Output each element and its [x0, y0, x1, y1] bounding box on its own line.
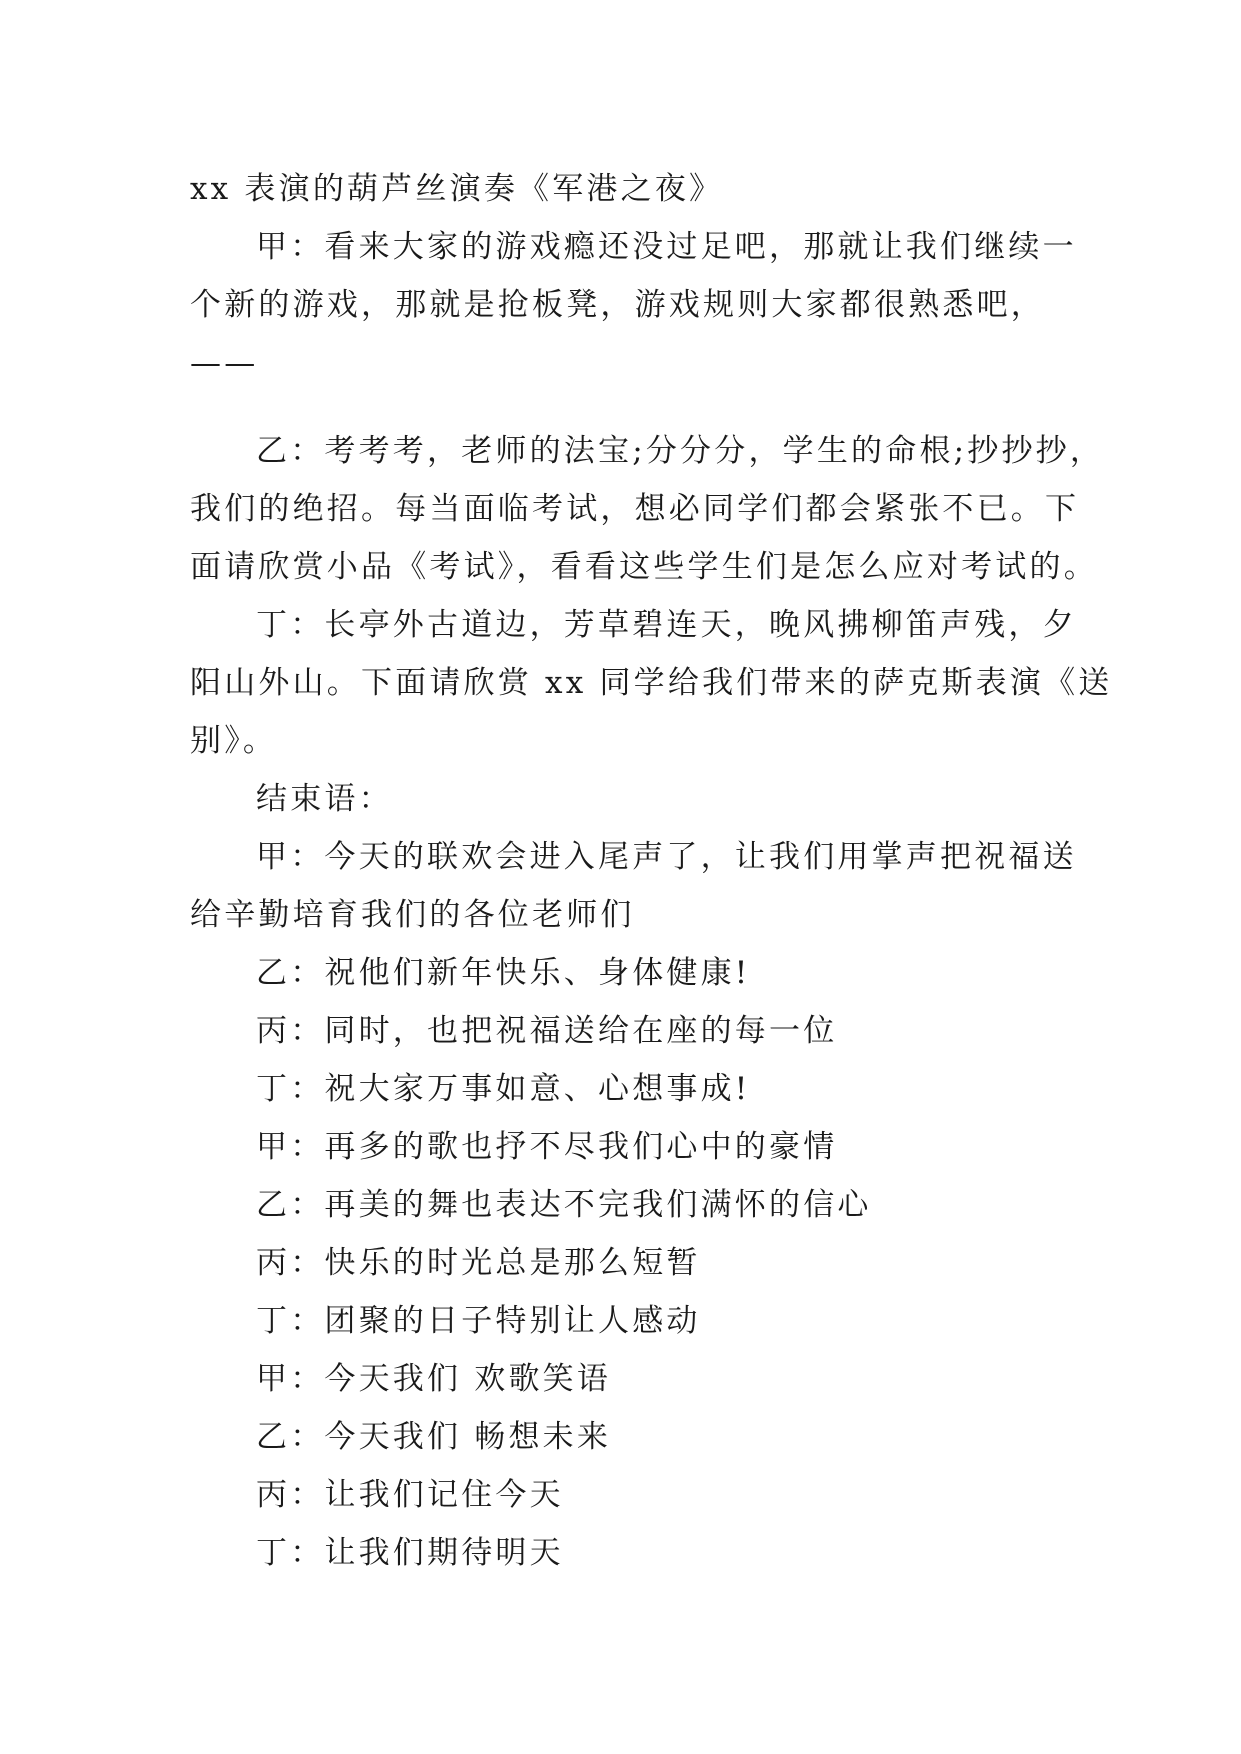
spacer: [190, 392, 1060, 422]
paragraph-line: 我们的绝招。每当面临考试，想必同学们都会紧张不已。下: [190, 491, 1080, 527]
paragraph-line: 乙：考考考，老师的法宝;分分分，学生的命根;抄抄抄，: [256, 433, 1105, 469]
paragraph-line: 别》。: [190, 723, 278, 759]
paragraph-line: ——: [190, 345, 259, 381]
paragraph-line: 甲：再多的歌也抒不尽我们心中的豪情: [256, 1129, 838, 1165]
paragraph-line: 乙：再美的舞也表达不完我们满怀的信心: [256, 1187, 872, 1223]
paragraph-line: 甲：看来大家的游戏瘾还没过足吧，那就让我们继续一: [256, 229, 1077, 265]
paragraph-line: 丁：祝大家万事如意、心想事成!: [256, 1071, 751, 1107]
paragraph-line: 丁：长亭外古道边，芳草碧连天，晚风拂柳笛声残，夕: [256, 607, 1077, 643]
paragraph-line: 甲：今天我们 欢歌笑语: [256, 1361, 612, 1397]
paragraph-line: 丙：同时，也把祝福送给在座的每一位: [256, 1013, 838, 1049]
paragraph-line: 乙：今天我们 畅想未来: [256, 1419, 612, 1455]
paragraph-line: xx 表演的葫芦丝演奏《军港之夜》: [190, 171, 724, 207]
paragraph-line: 丙：让我们记住今天: [256, 1477, 564, 1513]
paragraph-line: 阳山外山。下面请欣赏 xx 同学给我们带来的萨克斯表演《送: [190, 665, 1113, 701]
document-page: [190, 160, 1113, 1582]
paragraph-line: 乙：祝他们新年快乐、身体健康!: [256, 955, 751, 991]
paragraph-line: 丁：团聚的日子特别让人感动: [256, 1303, 701, 1339]
paragraph-line: 甲：今天的联欢会进入尾声了，让我们用掌声把祝福送: [256, 839, 1077, 875]
paragraph-line: 面请欣赏小品《考试》，看看这些学生们是怎么应对考试的。: [190, 549, 1098, 585]
paragraph-line: 个新的游戏，那就是抢板凳，游戏规则大家都很熟悉吧，: [190, 287, 1045, 323]
paragraph-line: 给辛勤培育我们的各位老师们: [190, 897, 635, 933]
section-heading: 结束语：: [256, 781, 393, 817]
paragraph-line: 丁：让我们期待明天: [256, 1535, 564, 1571]
paragraph-line: 丙：快乐的时光总是那么短暂: [256, 1245, 701, 1281]
